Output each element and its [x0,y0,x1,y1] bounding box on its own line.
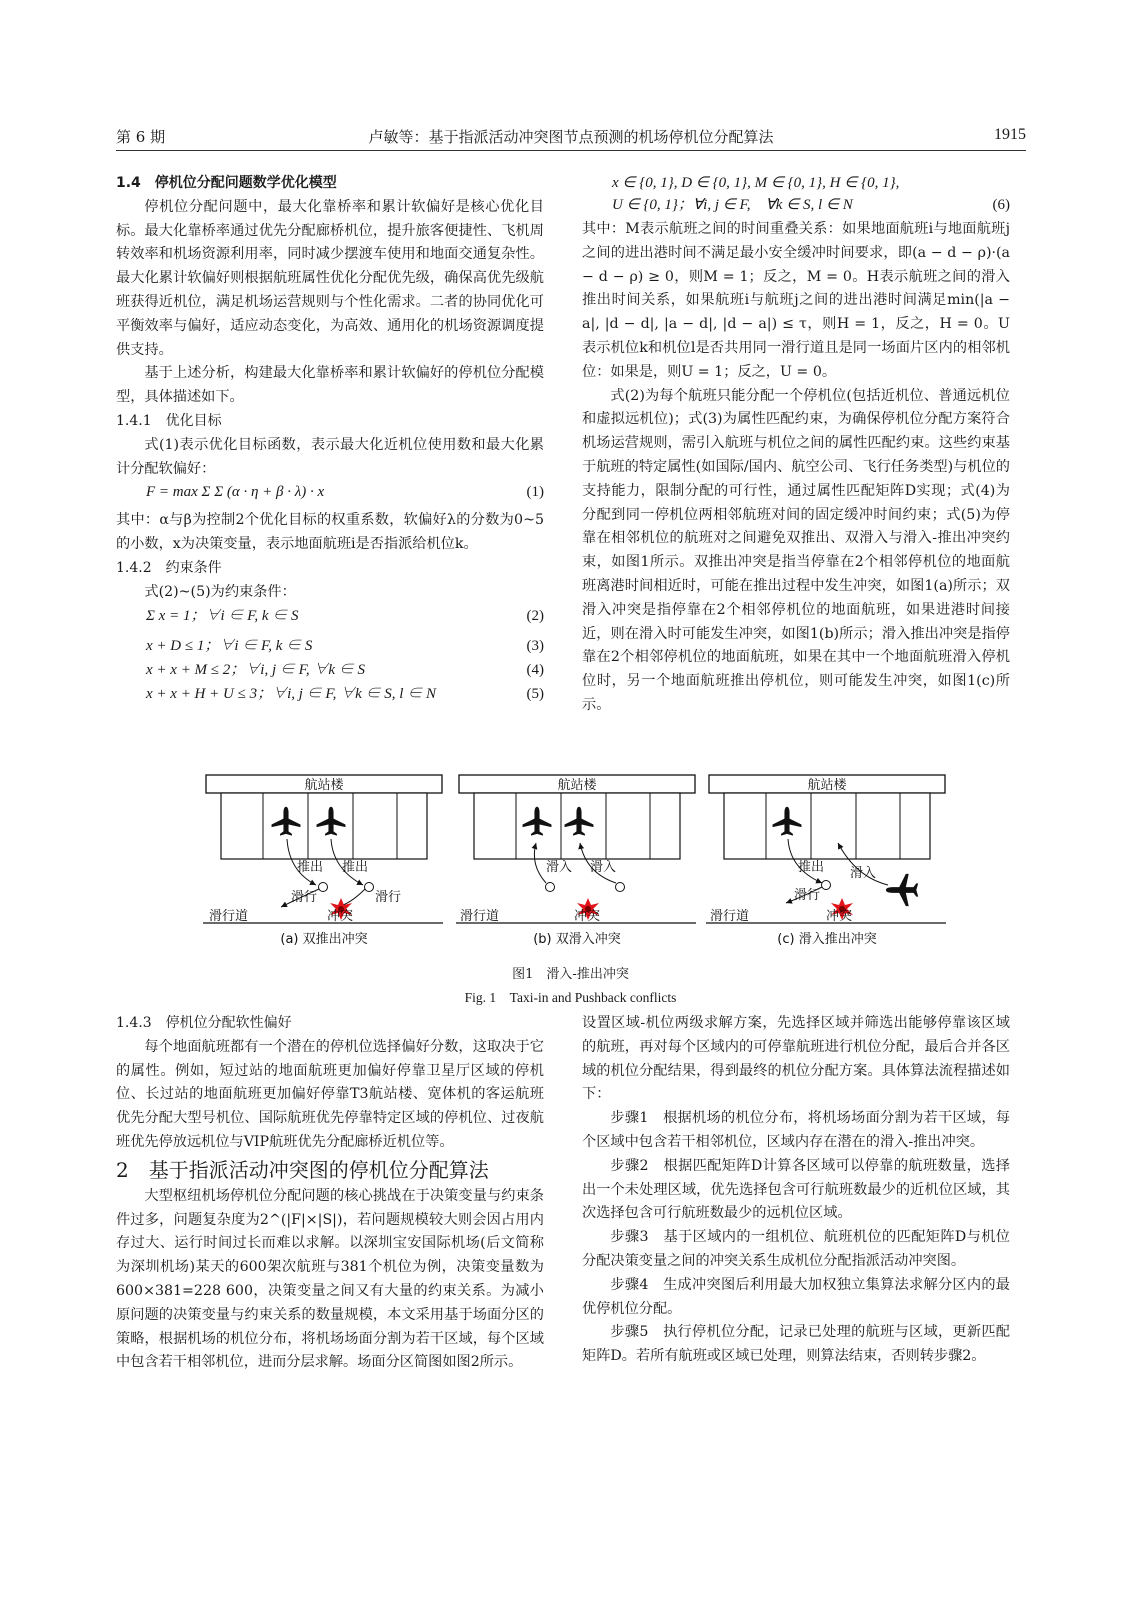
equation-5: x + x + H + U ≤ 3；∀i, j ∈ F, ∀k ∈ S, l ∈ N (5) [146,685,544,702]
algorithm-step-3: 步骤3 基于区域内的一组机位、航班机位的匹配矩阵D与机位分配决策变量之间的冲突关系生成机位分配指派活动冲突图。 [582,1229,1010,1269]
equation-1: F = max Σ Σ (α · η + β · λ) · x (1) [146,484,544,501]
airplane-icon [886,874,918,906]
section-2-title: 2 基于指派活动冲突图的停机位分配算法 [116,1157,489,1182]
paragraph: 其中：M表示航班之间的时间重叠关系：如果地面航班i与地面航班j之间的进出港时间不满足最小安全缓冲时间要求，即(a − d − ρ)·(a − d − ρ) ≥ 0，则M = 1；反之，M = 0。H表示航班之间的滑入推出时间关系，如果航班i与航班j之间的进出港时间满足min(|a − a|, |d − d|, |a − d|, |d − a|) ≤ τ，则H = 1，反之，H = 0。U表示机位k和机位l是否共用同一滑行道且是同一场面片区内的相邻机位：如果是，则U = 1；反之，U = 0。 [582,221,1010,380]
taxiway-label: 滑行道 [460,909,500,924]
taxi-label: 滑行 [794,888,821,903]
panel-b [456,775,696,947]
conflict-label: 冲突 [327,909,354,924]
equation-4: x + x + M ≤ 2；∀i, j ∈ F, ∀k ∈ S (4) [146,661,544,678]
figure-caption-en: Fig. 1 Taxi-in and Pushback conflicts [464,990,677,1005]
equation-6a: x ∈ {0, 1}, D ∈ {0, 1}, M ∈ {0, 1}, H ∈ {0, 1}, [612,175,900,191]
section-1-4-3-title: 1.4.3 停机位分配软性偏好 [116,1015,292,1031]
left-column-bottom [116,1012,544,1375]
paragraph: 设置区域-机位两级求解方案，先选择区域并筛选出能够停靠该区域的航班，再对每个区域内的可停靠航班进行机位分配，最后合并各区域的机位分配结果，得到最终的机位分配方案。具体算法流程描述如下： [582,1015,1010,1103]
taxiin-label: 滑入 [850,866,877,881]
paragraph: 式(2)~(5)为约束条件： [144,583,296,600]
algorithm-step-1: 步骤1 根据机场的机位分布，将机场场面分割为若干区域，每个区域中包含若干相邻机位，区域内存在潜在的滑入-推出冲突。 [582,1110,1010,1150]
paragraph: 其中：α与β为控制2个优化目标的权重系数，软偏好λ的分数为0~5的小数，x为决策变量，表示地面航班i是否指派给机位k。 [116,512,544,553]
paragraph: 大型枢纽机场停机位分配问题的核心挑战在于决策变量与约束条件过多，问题复杂度为2^(|F|×|S|)，若问题规模较大则会因占用内存过大、运行时间过长而难以求解。以深圳宝安国际机场(后文简称为深圳机场)某天的600架次航班与381个机位为例，决策变量数为600×381=228 600，决策变量之间又有大量的约束关系。为减小原问题的决策变量与约束关系的数量规模，本文采用基于场面分区的策略，根据机场的机位分布，将机场场面分割为若干区域，每个区域中包含若干相邻机位，进而分层求解。场面分区简图如图2所示。 [116,1187,544,1371]
terminal-label: 航站楼 [557,778,597,793]
pushback-label: 推出 [342,860,369,875]
running-header [116,124,1026,151]
taxi-label: 滑行 [291,890,318,905]
conflict-label: 冲突 [826,909,853,924]
section-1-4-title: 1.4 停机位分配问题数学优化模型 [116,175,337,191]
running-title: 卢敏等：基于指派活动冲突图节点预测的机场停机位分配算法 [368,128,774,146]
algorithm-step-5: 步骤5 执行停机位分配，记录已处理的航班与区域，更新匹配矩阵D。若所有航班或区域已处理，则算法结束，否则转步骤2。 [582,1324,1010,1365]
section-1-4-1-title: 1.4.1 优化目标 [116,412,222,429]
section-1-4-2-title: 1.4.2 约束条件 [116,559,222,576]
paragraph: 基于上述分析，构建最大化靠桥率和累计软偏好的停机位分配模型，具体描述如下。 [116,365,544,406]
paragraph: 式(2)为每个航班只能分配一个停机位(包括近机位、普通远机位和虚拟远机位)；式(3)为属性匹配约束，为确保停机位分配方案符合机场运营规则，需引入航班与机位之间的属性匹配约束。这些约束基于航班的特定属性(如国际/国内、航空公司、飞行任务类型)与机位的支持能力，限制分配的可行性，通过属性匹配矩阵D实现；式(4)为分配到同一停机位两相邻航班对间的固定缓冲时间约束；式(5)为停靠在相邻机位的航班对之间避免双推出、双滑入与滑入-推出冲突约束，如图1所示。双推出冲突是指当停靠在2个相邻停机位的地面航班离港时间相近时，可能在推出过程中发生冲突，如图1(a)所示；双滑入冲突是指停靠在2个相邻停机位的地面航班，如果进港时间接近，则在滑入时可能发生冲突，如图1(b)所示；滑入推出冲突是指停靠在2个相邻停机位的地面航班，如果在其中一个地面航班滑入停机位时，另一个地面航班推出停机位，则可能发生冲突，如图1(c)所示。 [582,387,1010,713]
subcaption-c: (c) 滑入推出冲突 [777,932,877,947]
equation-6b: U ∈ {0, 1}；∀i, j ∈ F, ∀k ∈ S, l ∈ N (6) [612,197,1010,213]
pushback-label: 推出 [297,860,324,875]
left-column-top [116,172,544,707]
right-column-bottom [582,1012,1010,1369]
page-number: 1915 [994,126,1026,143]
paragraph: 每个地面航班都有一个潜在的停机位选择偏好分数，这取决于它的属性。例如，短过站的地面航班更加偏好停靠卫星厅区域的停机位、长过站的地面航班更加偏好停靠T3航站楼、宽体机的客运航班优先分配大型号机位、国际航班优先停靠特定区域的停机位、过夜航班优先停放远机位与VIP航班优先分配廊桥近机位等。 [116,1038,544,1150]
taxi-label: 滑行 [375,890,402,905]
pushback-label: 推出 [798,860,825,875]
taxiin-label: 滑入 [590,860,617,875]
panel-c [706,775,946,947]
conflict-label: 冲突 [574,909,601,924]
right-column-top [582,172,1010,718]
algorithm-step-2: 步骤2 根据匹配矩阵D计算各区域可以停靠的航班数量，选择出一个未处理区域，优先选择包含可行航班数最少的近机位区域，其次选择包含可行航班数最少的远机位区域。 [582,1157,1010,1222]
figure-caption-cn: 图1 滑入-推出冲突 [512,967,629,982]
paragraph: 停机位分配问题中，最大化靠桥率和累计软偏好是核心优化目标。最大化靠桥率通过优先分配廊桥机位，提升旅客便捷性、飞机周转效率和机场资源利用率，同时减少摆渡车使用和地面交通复杂性。最大化累计软偏好则根据航班属性优化分配优先级，确保高优先级航班获得近机位，满足机场运营规则与个性化需求。二者的协同优化可平衡效率与偏好，适应动态变化，为高效、通用化的机场资源调度提供支持。 [116,198,544,358]
algorithm-step-4: 步骤4 生成冲突图后利用最大加权独立集算法求解分区内的最优停机位分配。 [582,1276,1010,1317]
issue-label: 第 6 期 [116,128,166,146]
panel-a [203,775,443,947]
terminal-label: 航站楼 [304,778,344,793]
subcaption-b: (b) 双滑入冲突 [533,932,621,947]
taxiway-label: 滑行道 [710,909,750,924]
taxiway-label: 滑行道 [209,909,249,924]
terminal-label: 航站楼 [807,778,847,793]
equation-3: x + D ≤ 1；∀i ∈ F, k ∈ S (3) [146,637,544,654]
paragraph: 式(1)表示优化目标函数，表示最大化近机位使用数和最大化累计分配软偏好： [116,436,544,477]
subcaption-a: (a) 双推出冲突 [280,932,368,947]
equation-2: Σ x = 1；∀i ∈ F, k ∈ S (2) [146,607,544,624]
taxiin-label: 滑入 [546,860,573,875]
